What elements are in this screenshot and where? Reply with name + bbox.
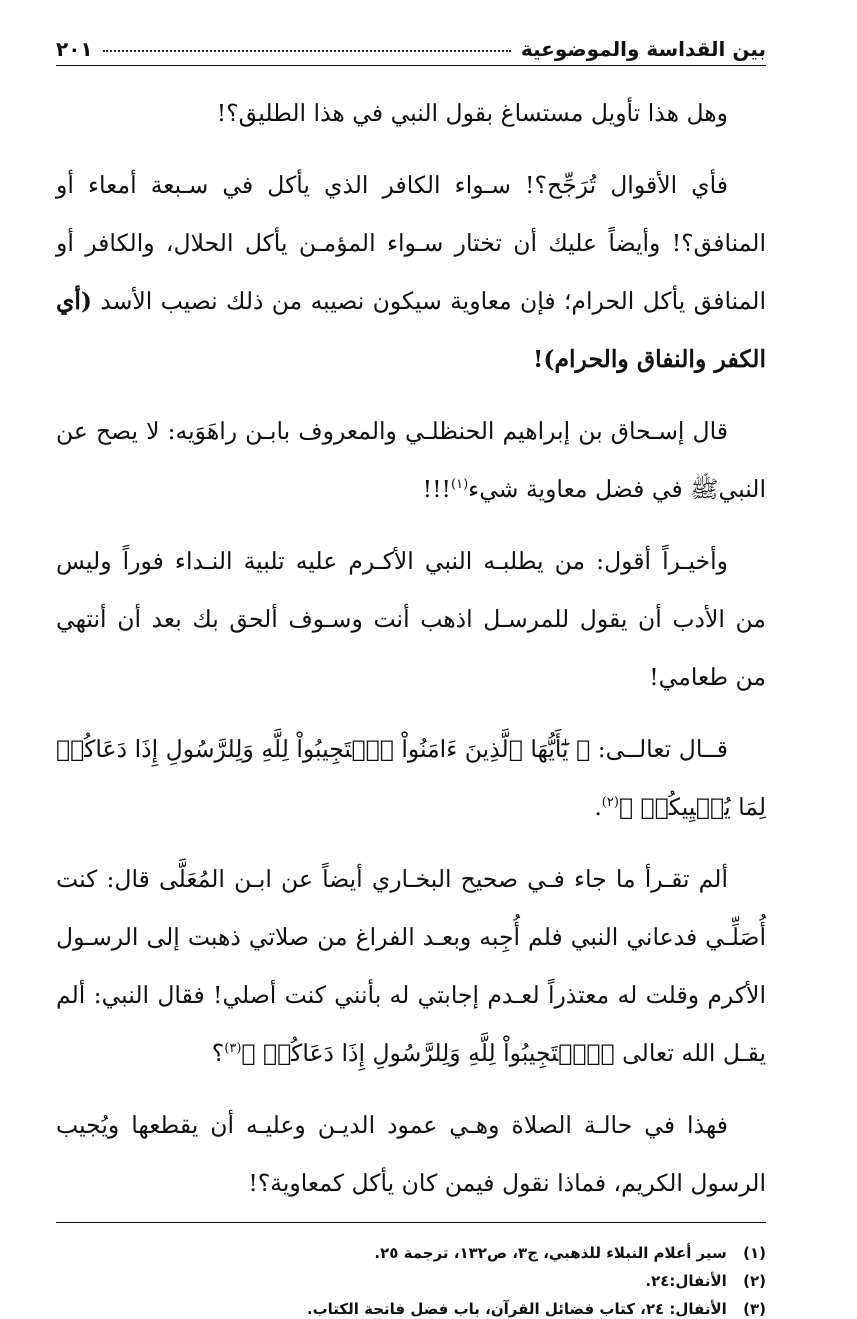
paragraph-3-tail: !!! [422, 475, 451, 503]
body-text [56, 84, 766, 1319]
paragraph-1-text: وهل هذا تأويل مستساغ بقول النبي في هذا الطليق؟! [216, 99, 728, 127]
paragraph-6 [56, 850, 766, 1082]
paragraph-7 [56, 1096, 766, 1223]
footnote-number: (٢) [743, 1272, 766, 1290]
paragraph-7-text: فهذا في حالـة الصلاة وهـي عمود الديـن وعليـه أن يقطعها ويُجيب الرسول الكريم، فماذا نقول فيمن كان يأكل كمعاوية؟! [56, 1111, 766, 1197]
page-number: ٢٠١ [56, 37, 93, 61]
paragraph-5-tail: . [594, 793, 602, 821]
footnote-3 [56, 1295, 766, 1319]
quran-verse: قــال تعالــى: ﴿ يَٰٓأَيُّهَا ٱلَّذِينَ ءَامَنُواْ ٱسۡتَجِيبُواْ لِلَّهِ وَلِلرَّسُولِ إِذَا دَعَاكُمۡ لِمَا يُحۡيِيكُمۡ ﴾ [56, 735, 766, 821]
paragraph-5 [56, 720, 766, 836]
footnotes [56, 1239, 766, 1319]
paragraph-1 [56, 84, 766, 142]
running-header [56, 28, 766, 66]
paragraph-2-bold-text: (أي الكفر والنفاق والحرام)! [56, 287, 766, 373]
header-dot-leader [103, 50, 511, 52]
footnote-text: سير أعلام النبلاء للذهبي، ج٣، ص١٣٢، ترجمة ٢٥. [374, 1244, 727, 1262]
paragraph-3 [56, 402, 766, 518]
footnote-ref-1[interactable]: (١) [451, 477, 469, 493]
footnote-1 [56, 1239, 766, 1267]
header-title: بين القداسة والموضوعية [520, 37, 766, 61]
footnote-text: الأنفال: ٢٤، كتاب فضائل القرآن، باب فضل فاتحة الكتاب. [306, 1300, 727, 1318]
paragraph-6-text: ألم تقـرأ ما جاء فـي صحيح البخـاري أيضاً عن ابـن المُعَلَّى قال: كنت أُصَلِّـي فدعاني النبي فلم أُجِبه وبعـد الفراغ من صلاتي ذهبت إلى الرسـول الأكرم وقلت له معتذراً لعـدم إجابتي له بأنني كنت أصلي! فقال النبي: ألم يقـل الله تعالى ﴿ٱسۡتَجِيبُواْ لِلَّهِ وَلِلرَّسُولِ إِذَا دَعَاكُمۡ ﴾ [56, 865, 766, 1067]
paragraph-6-tail: ؟ [211, 1039, 225, 1067]
footnote-2 [56, 1267, 766, 1295]
book-page [56, 28, 766, 1318]
footnote-number: (١) [743, 1244, 766, 1262]
footnote-number: (٣) [743, 1300, 766, 1318]
paragraph-3-text: قال إسـحاق بن إبراهيم الحنظلـي والمعروف بابـن راهَوَيه: لا يصح عن النبيﷺ في فضل معاوية شيء [56, 417, 766, 503]
footnote-text: الأنفال:٢٤. [645, 1272, 727, 1290]
footnote-ref-2[interactable]: (٢) [601, 795, 619, 811]
footnote-ref-3[interactable]: (٣) [224, 1041, 242, 1057]
paragraph-4-text: وأخيـراً أقول: من يطلبـه النبي الأكـرم عليه تلبية النـداء فوراً وليس من الأدب أن يقول للمرسـل اذهب أنت وسـوف ألحق بك بعد أن أنتهي من طعامي! [56, 547, 766, 691]
paragraph-2 [56, 156, 766, 388]
paragraph-2-text: فأي الأقوال تُرَجِّح؟! سـواء الكافر الذي يأكل في سـبعة أمعاء أو المنافق؟! وأيضاً عليك أن تختار سـواء المؤمـن يأكل الحلال، والكافر أو المنافق يأكل الحرام؛ فإن معاوية سيكون نصيبه من ذلك نصيب الأسد [56, 171, 766, 315]
paragraph-4 [56, 532, 766, 706]
